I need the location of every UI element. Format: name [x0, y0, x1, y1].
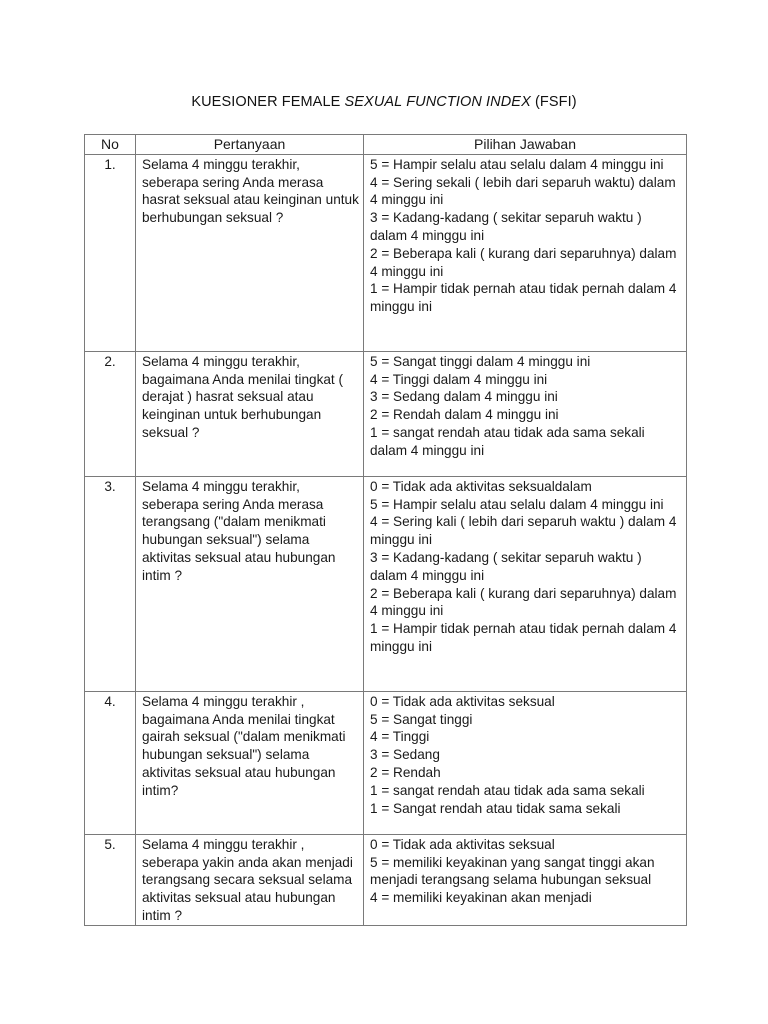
header-row: [85, 135, 687, 155]
table-row: [85, 476, 687, 691]
table-row: [85, 834, 687, 925]
title-suffix: (FSFI): [530, 94, 577, 110]
answer-option: 5 = Sangat tinggi: [370, 711, 473, 727]
row-options: [364, 834, 687, 925]
row-number: 3.: [85, 476, 136, 691]
answer-option: 2 = Beberapa kali ( kurang dari separuhnya) dalam 4 minggu ini: [370, 245, 677, 279]
row-options: [364, 351, 687, 476]
answer-option: 4 = Tinggi dalam 4 minggu ini: [370, 371, 548, 387]
answer-option: 1 = Hampir tidak pernah atau tidak pernah dalam 4 minggu ini: [370, 281, 677, 315]
row-question: Selama 4 minggu terakhir , bagaimana Anda menilai tingkat gairah seksual ("dalam menikmati hubungan seksual") selama aktivitas seksual atau hubungan intim?: [136, 691, 364, 834]
answer-option: 0 = Tidak ada aktivitas seksual: [370, 836, 555, 852]
row-question: Selama 4 minggu terakhir, seberapa sering Anda merasa hasrat seksual atau keinginan untuk berhubungan seksual ?: [136, 154, 364, 351]
header-answer: Pilihan Jawaban: [364, 135, 687, 155]
answer-option: 0 = Tidak ada aktivitas seksual: [370, 693, 555, 709]
title-prefix: KUESIONER FEMALE: [191, 94, 345, 110]
answer-option: 2 = Rendah: [370, 764, 441, 780]
answer-option: 3 = Kadang-kadang ( sekitar separuh waktu ) dalam 4 minggu ini: [370, 210, 642, 243]
row-number: 4.: [85, 691, 136, 834]
row-question: Selama 4 minggu terakhir , seberapa yakin anda akan menjadi terangsang secara seksual selama aktivitas seksual atau hubungan intim ?: [136, 834, 364, 925]
answer-option: 4 = Sering kali ( lebih dari separuh waktu ) dalam 4 minggu ini: [370, 514, 677, 548]
questionnaire-table: [84, 134, 687, 926]
answer-option: 2 = Rendah dalam 4 minggu ini: [370, 407, 559, 423]
title-italic: SEXUAL FUNCTION INDEX: [344, 94, 531, 110]
row-number: 5.: [85, 834, 136, 925]
answer-option: 1 = sangat rendah atau tidak ada sama sekali: [370, 782, 645, 798]
answer-option: 5 = Hampir selalu atau selalu dalam 4 minggu ini: [370, 156, 664, 172]
row-options: [364, 154, 687, 351]
row-question: Selama 4 minggu terakhir, bagaimana Anda menilai tingkat ( derajat ) hasrat seksual atau keinginan untuk berhubungan seksual ?: [136, 351, 364, 476]
answer-option: 4 = memiliki keyakinan akan menjadi: [370, 890, 592, 906]
answer-option: 5 = Hampir selalu atau selalu dalam 4 minggu ini: [370, 496, 664, 512]
table-row: [85, 691, 687, 834]
answer-option: 5 = Sangat tinggi dalam 4 minggu ini: [370, 353, 591, 369]
row-number: 1.: [85, 154, 136, 351]
answer-option: 4 = Sering sekali ( lebih dari separuh waktu) dalam 4 minggu ini: [370, 174, 676, 208]
row-question: Selama 4 minggu terakhir, seberapa sering Anda merasa terangsang ("dalam menikmati hubungan seksual") selama aktivitas seksual atau hubungan intim ?: [136, 476, 364, 691]
table-row: [85, 154, 687, 351]
answer-option: 2 = Beberapa kali ( kurang dari separuhnya) dalam 4 minggu ini: [370, 585, 677, 619]
answer-option: 3 = Kadang-kadang ( sekitar separuh waktu ) dalam 4 minggu ini: [370, 549, 642, 583]
answer-option: 5 = memiliki keyakinan yang sangat tinggi akan menjadi terangsang selama hubungan seksual: [370, 854, 655, 888]
answer-option: 0 = Tidak ada aktivitas seksualdalam: [370, 478, 592, 494]
document-title: [0, 94, 768, 110]
answer-option: 1 = sangat rendah atau tidak ada sama sekali dalam 4 minggu ini: [370, 424, 645, 458]
header-question: Pertanyaan: [136, 135, 364, 155]
answer-option: 3 = Sedang dalam 4 minggu ini: [370, 389, 558, 405]
row-options: [364, 476, 687, 691]
row-options: [364, 691, 687, 834]
header-no: No: [85, 135, 136, 155]
row-number: 2.: [85, 351, 136, 476]
answer-option: 1 = Hampir tidak pernah atau tidak pernah dalam 4 minggu ini: [370, 621, 677, 654]
table-row: [85, 351, 687, 476]
answer-option: 1 = Sangat rendah atau tidak sama sekali: [370, 800, 621, 816]
answer-option: 3 = Sedang: [370, 747, 440, 763]
answer-option: 4 = Tinggi: [370, 729, 430, 745]
